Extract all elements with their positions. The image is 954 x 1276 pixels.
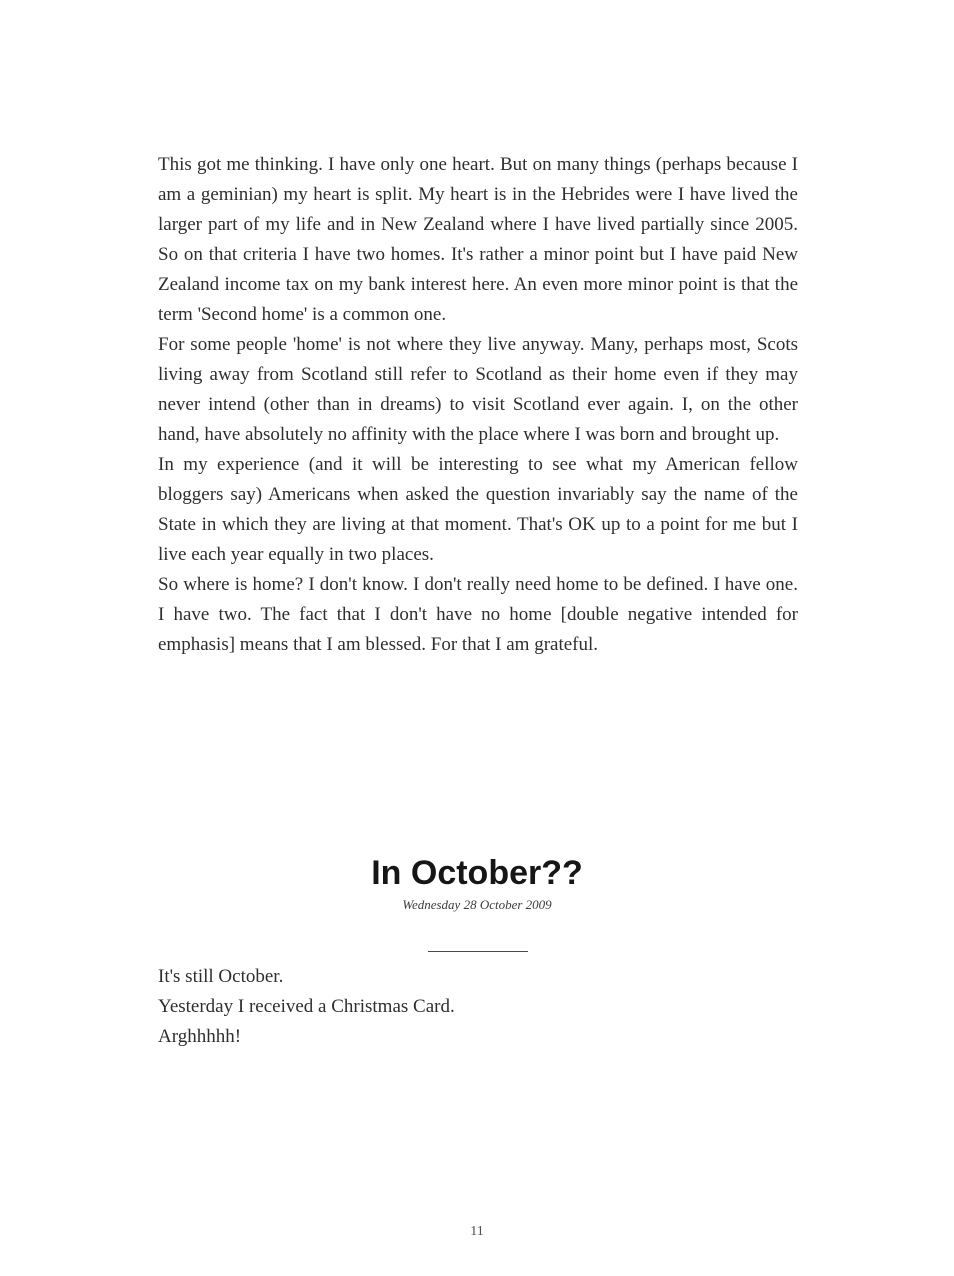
post-body [158,150,798,660]
post-title: In October?? [371,854,583,892]
closing-lines [158,962,798,1052]
closing-line: It's still October. [158,966,284,987]
closing-line: Yesterday I received a Christmas Card. [158,996,455,1017]
closing-line: Arghhhhh! [158,1026,242,1047]
body-paragraph: In my experience (and it will be interesting to see what my American fellow bloggers say) Americans when asked the question invariably say the name of the State in which they are living at that moment. That's OK up to a point for me but I live each year equally in two places. [158,454,798,565]
body-paragraph: So where is home? I don't know. I don't really need home to be defined. I have one. I have two. The fact that I don't have no home [double negative intended for emphasis] means that I am blessed. For that I am grateful. [158,574,798,655]
post-date: Wednesday 28 October 2009 [402,897,552,912]
body-paragraph: This got me thinking. I have only one heart. But on many things (perhaps because I am a geminian) my heart is split. My heart is in the Hebrides were I have lived the larger part of my life and in New Zealand where I have lived partially since 2005. So on that criteria I have two homes. It's rather a minor point but I have paid New Zealand income tax on my bank interest here. An even more minor point is that the term 'Second home' is a common one. [158,154,798,325]
post-header [0,854,954,913]
page-number: 11 [470,1224,484,1239]
body-paragraph: For some people 'home' is not where they live anyway. Many, perhaps most, Scots living away from Scotland still refer to Scotland as their home even if they may never intend (other than in dreams) to visit Scotland ever again. I, on the other hand, have absolutely no affinity with the place where I was born and brought up. [158,334,798,445]
divider [428,951,528,952]
